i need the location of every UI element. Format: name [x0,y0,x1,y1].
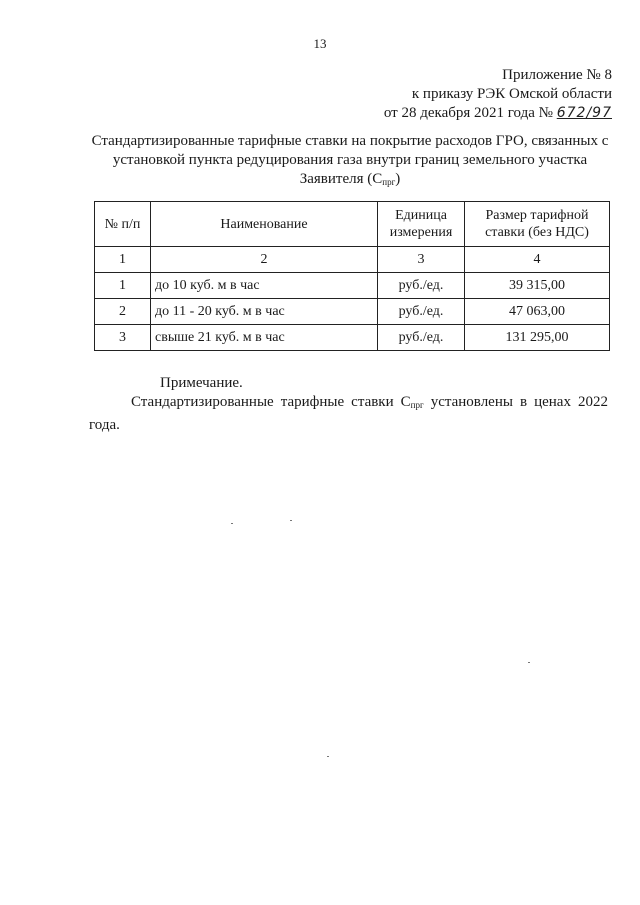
note-title: Примечание. [160,375,243,391]
table-row [95,273,610,299]
table-index-row [95,247,610,273]
header-rate: Размер тарифной ставки (без НДС) [465,202,610,247]
scan-speck [327,756,329,757]
title-subscript: прг [382,177,396,187]
row-unit: руб./ед. [378,273,465,299]
scan-speck [231,523,233,524]
row-rate: 47 063,00 [465,299,610,325]
appendix-line-2: к приказу РЭК Омской области [411,86,612,102]
row-rate: 131 295,00 [465,325,610,351]
row-rate: 39 315,00 [465,273,610,299]
header-unit: Единица измерения [378,202,465,247]
title-text: Стандартизированные тарифные ставки на покрытие расходов ГРО, связанных с установкой пункта редуцирования газа внутри границ земельного участка Заявителя (С [91,133,609,187]
row-number: 1 [95,273,151,299]
table-row [95,299,610,325]
header-number: № п/п [95,202,151,247]
table-header-row [95,202,610,247]
handwritten-order-number: 672/97 [556,105,612,121]
index-cell: 4 [465,247,610,273]
tariff-table [94,201,610,351]
order-date: от 28 декабря 2021 года № [383,105,553,121]
row-name: свыше 21 куб. м в час [151,325,378,351]
scan-speck [528,662,530,663]
row-unit: руб./ед. [378,299,465,325]
row-name: до 10 куб. м в час [151,273,378,299]
index-cell: 2 [151,247,378,273]
note-text-before: Стандартизированные тарифные ставки С [131,394,411,410]
note-subscript: прг [410,400,424,410]
scan-speck [290,520,292,521]
header-name: Наименование [151,202,378,247]
row-unit: руб./ед. [378,325,465,351]
index-cell: 1 [95,247,151,273]
row-number: 3 [95,325,151,351]
title-suffix: ) [395,171,401,187]
note-text [89,392,608,435]
row-number: 2 [95,299,151,325]
index-cell: 3 [378,247,465,273]
page-number: 13 [313,36,327,51]
table-row [95,325,610,351]
row-name: до 11 - 20 куб. м в час [151,299,378,325]
note-text-after: установлены в ценах 2022 года. [89,394,608,433]
appendix-line-1: Приложение № 8 [502,67,612,83]
document-title [80,132,620,192]
appendix-header [384,66,612,123]
appendix-line-3 [384,104,612,123]
